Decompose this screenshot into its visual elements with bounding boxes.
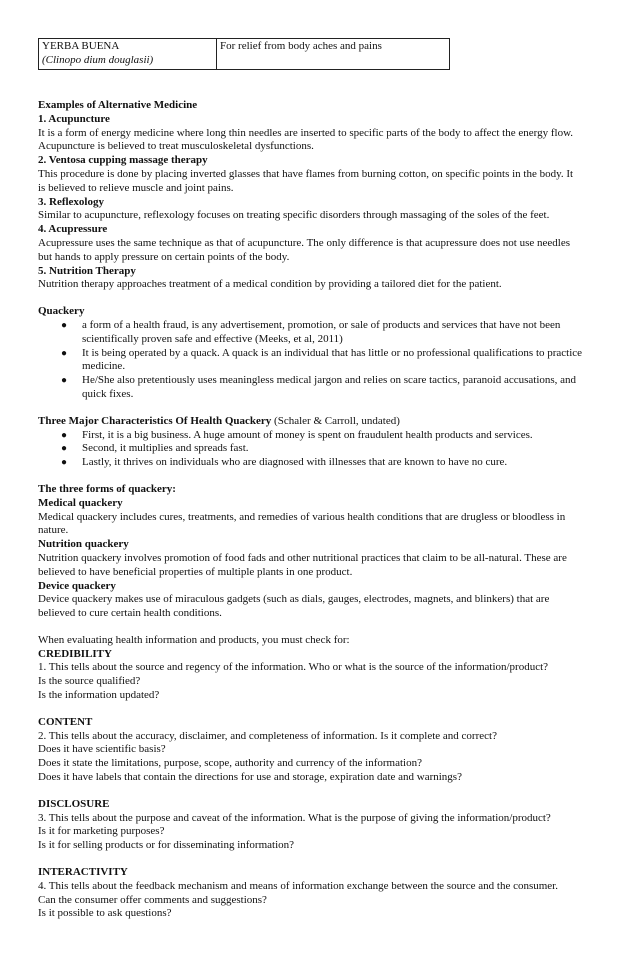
bullet-icon: ● <box>61 375 68 387</box>
list-item-text: a form of a health fraud, is any advertisement, promotion, or sale of products and services that have not been <box>82 318 561 331</box>
alt-item-text: It is a form of energy medicine where long thin needles are inserted to specific parts of the body to affect the energy flow. <box>38 126 574 139</box>
herb-table-row <box>39 39 450 70</box>
list-item-text: quick fixes. <box>82 387 134 400</box>
criteria-text: Is it for marketing purposes? <box>38 825 165 838</box>
list-item <box>38 442 598 456</box>
criteria-text: 3. This tells about the purpose and caveat of the information. What is the purpose of giving the information/product? <box>38 811 551 824</box>
alt-item-title: 3. Reflexology <box>38 195 104 208</box>
criteria-title: CONTENT <box>38 715 93 728</box>
criteria-text: Is it for selling products or for disseminating information? <box>38 839 295 852</box>
alt-medicine-section <box>38 99 598 292</box>
quackery-section <box>38 305 598 402</box>
form-text: believed to have beneficial properties of multiple plants in one product. <box>38 565 353 578</box>
criteria-text: Is the information updated? <box>38 689 160 702</box>
characteristics-list <box>38 429 598 470</box>
list-item <box>38 456 598 470</box>
bullet-icon: ● <box>61 347 68 359</box>
alt-item-text: Similar to acupuncture, reflexology focuses on treating specific disorders through massaging of the soles of the feet. <box>38 209 550 222</box>
criteria-text: 2. This tells about the accuracy, disclaimer, and completeness of information. Is it complete and correct? <box>38 729 497 742</box>
characteristics-section <box>38 415 598 470</box>
criteria-text: Does it have scientific basis? <box>38 743 166 756</box>
quackery-list <box>38 319 598 402</box>
list-item-text: Second, it multiplies and spreads fast. <box>82 442 249 455</box>
form-text: Medical quackery includes cures, treatments, and remedies of various health conditions that are drugless or bloodless in <box>38 510 566 523</box>
list-item <box>38 319 598 347</box>
alt-item-text: Acupuncture is believed to treat musculoskeletal dysfunctions. <box>38 140 314 153</box>
list-item <box>38 374 598 402</box>
criteria-text: Can the consumer offer comments and suggestions? <box>38 893 267 906</box>
characteristics-heading: Three Major Characteristics Of Health Quackery <box>38 414 272 427</box>
document-page <box>38 38 598 921</box>
list-item <box>38 347 598 375</box>
form-title: Device quackery <box>38 579 116 592</box>
criteria-text: 4. This tells about the feedback mechanism and means of information exchange between the source and the consumer. <box>38 879 558 892</box>
forms-section <box>38 483 598 621</box>
list-item-text: He/She also pretentiously uses meaningless medical jargon and relies on scare tactics, paranoid accusations, and <box>82 374 577 387</box>
form-title: Medical quackery <box>38 496 123 509</box>
alt-medicine-heading: Examples of Alternative Medicine <box>38 99 198 111</box>
bullet-icon: ● <box>61 457 68 469</box>
form-text: believed to cure certain health conditions. <box>38 607 222 620</box>
herb-use-cell <box>217 39 450 70</box>
criteria-text: Does it have labels that contain the directions for use and storage, expiration date and warnings? <box>38 771 462 784</box>
bullet-icon: ● <box>61 319 68 331</box>
form-title: Nutrition quackery <box>38 538 129 551</box>
criteria-text: Does it state the limitations, purpose, scope, authority and currency of the information? <box>38 757 422 770</box>
alt-item-title: 1. Acupuncture <box>38 112 110 125</box>
characteristics-heading-line <box>38 415 598 429</box>
criteria-text: 1. This tells about the source and regency of the information. Who or what is the source of the information/product? <box>38 661 549 674</box>
list-item-text: Lastly, it thrives on individuals who are diagnosed with illnesses that are known to have no cure. <box>82 456 508 469</box>
herb-name-cell <box>39 39 217 70</box>
alt-item-title: 5. Nutrition Therapy <box>38 264 136 277</box>
alt-item-text: but hands to apply pressure on certain points of the body. <box>38 250 290 263</box>
criteria-title: DISCLOSURE <box>38 797 110 810</box>
alt-item-text: Acupressure uses the same technique as that of acupuncture. The only difference is that acupressure does not use needles <box>38 236 570 249</box>
bullet-icon: ● <box>61 429 68 441</box>
criteria-text: Is it possible to ask questions? <box>38 907 172 920</box>
list-item-text: First, it is a big business. A huge amount of money is spent on fraudulent health products and services. <box>82 428 533 441</box>
herb-use: For relief from body aches and pains <box>220 40 382 52</box>
criteria-text: Is the source qualified? <box>38 675 141 688</box>
form-text: nature. <box>38 524 69 537</box>
alt-item-text: is believed to relieve muscle and joint pains. <box>38 181 234 194</box>
alt-item-title: 4. Acupressure <box>38 223 108 236</box>
herb-name: YERBA BUENA <box>42 40 120 52</box>
list-item-text: It is being operated by a quack. A quack is an individual that has little or no professional qualifications to practice <box>82 346 583 359</box>
herb-table <box>38 38 450 70</box>
characteristics-citation: (Schaler & Carroll, undated) <box>271 414 400 427</box>
criteria-title: INTERACTIVITY <box>38 866 128 879</box>
evaluation-section <box>38 634 598 921</box>
list-item-text: medicine. <box>82 360 126 373</box>
forms-heading: The three forms of quackery: <box>38 482 176 495</box>
alt-item-title: 2. Ventosa cupping massage therapy <box>38 154 208 167</box>
herb-scientific-name: (Clinopo dium douglasii) <box>42 53 154 66</box>
bullet-icon: ● <box>61 443 68 455</box>
list-item-text: scientifically proven safe and effective (Meeks, et al, 2011) <box>82 332 343 345</box>
alt-item-text: This procedure is done by placing inverted glasses that have flames from burning cotton, on specific points in the body. It <box>38 167 574 180</box>
form-text: Nutrition quackery involves promotion of food fads and other nutritional practices that claim to be all-natural. These are <box>38 551 567 564</box>
list-item <box>38 429 598 443</box>
alt-item-text: Nutrition therapy approaches treatment of a medical condition by providing a tailored diet for the patient. <box>38 278 502 291</box>
evaluation-intro: When evaluating health information and products, you must check for: <box>38 633 350 646</box>
form-text: Device quackery makes use of miraculous gadgets (such as dials, gauges, electrodes, magnets, and blinkers) that are <box>38 593 550 606</box>
criteria-title: CREDIBILITY <box>38 647 112 660</box>
quackery-heading: Quackery <box>38 305 85 318</box>
